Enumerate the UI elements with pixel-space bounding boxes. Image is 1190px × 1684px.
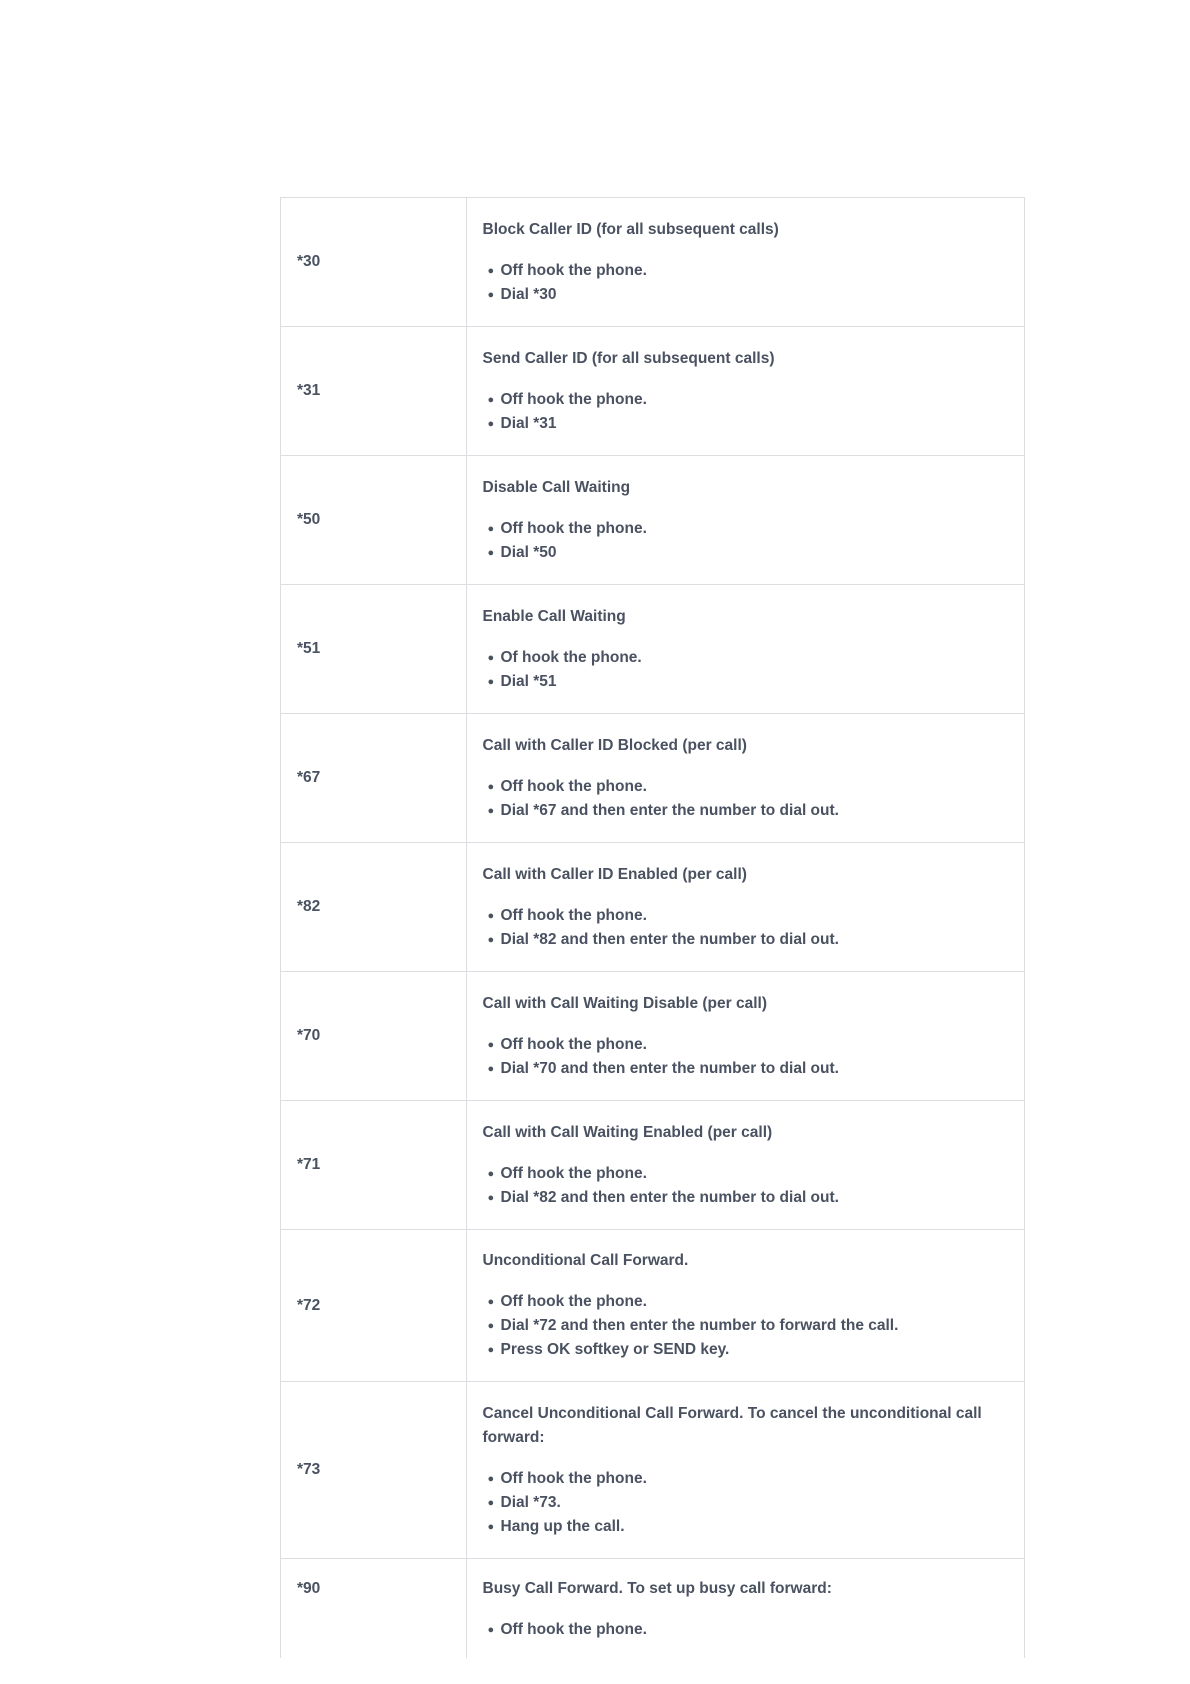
step-text: Dial *72 and then enter the number to forward the call. [500, 1317, 899, 1334]
feature-code: *70 [281, 972, 466, 1101]
table-row [281, 456, 1024, 585]
step-text: Off hook the phone. [500, 1621, 647, 1638]
step-text: Off hook the phone. [500, 777, 647, 795]
bullet-icon: ● [487, 522, 495, 535]
bullet-icon: ● [487, 264, 495, 277]
feature-description [466, 714, 1024, 843]
step-text: Off hook the phone. [500, 1035, 647, 1053]
step-item [488, 799, 1009, 823]
feature-title: Disable Call Waiting [482, 478, 631, 496]
step-item [488, 904, 1009, 928]
feature-code: *72 [281, 1230, 466, 1382]
feature-title: Call with Call Waiting Enabled (per call) [482, 1123, 773, 1141]
step-list [483, 517, 1009, 565]
feature-code: *30 [281, 198, 466, 327]
bullet-icon: ● [487, 780, 495, 793]
feature-code: *51 [281, 585, 466, 714]
feature-code: *67 [281, 714, 466, 843]
step-item [488, 1033, 1009, 1057]
table-row [281, 1559, 1024, 1659]
step-item [488, 259, 1009, 283]
bullet-icon: ● [487, 909, 495, 922]
step-item [488, 1290, 1009, 1314]
step-text: Off hook the phone. [500, 1164, 647, 1182]
step-item [488, 1338, 1009, 1362]
feature-code: *90 [281, 1559, 466, 1659]
bullet-icon: ● [487, 933, 495, 946]
bullet-icon: ● [487, 1062, 495, 1075]
feature-description [466, 1230, 1024, 1382]
step-item [488, 1467, 1009, 1491]
table-row [281, 585, 1024, 714]
bullet-icon: ● [487, 804, 495, 817]
table-row [281, 1382, 1024, 1559]
feature-title: Busy Call Forward. To set up busy call forward: [482, 1580, 832, 1597]
bullet-icon: ● [487, 1038, 495, 1051]
feature-title: Enable Call Waiting [482, 607, 626, 625]
bullet-icon: ● [487, 651, 495, 664]
step-text: Off hook the phone. [500, 261, 647, 279]
step-item [488, 1314, 1009, 1338]
feature-title: Unconditional Call Forward. [482, 1252, 689, 1269]
step-item [488, 388, 1009, 412]
step-list [483, 904, 1009, 952]
step-text: Off hook the phone. [500, 1293, 647, 1310]
step-text: Hang up the call. [500, 1517, 625, 1535]
step-text: Off hook the phone. [500, 1469, 647, 1487]
step-item [488, 670, 1009, 694]
feature-code: *50 [281, 456, 466, 585]
bullet-icon: ● [487, 288, 495, 301]
feature-description [466, 327, 1024, 456]
step-list [483, 775, 1009, 823]
feature-title: Cancel Unconditional Call Forward. To cancel the unconditional call forward: [482, 1404, 982, 1446]
feature-description [466, 843, 1024, 972]
step-list [483, 646, 1009, 694]
bullet-icon: ● [487, 1191, 495, 1204]
step-text: Dial *82 and then enter the number to dial out. [500, 1188, 839, 1206]
bullet-icon: ● [487, 1520, 495, 1533]
step-text: Dial *31 [500, 414, 557, 432]
bullet-icon: ● [487, 1624, 495, 1636]
step-text: Dial *50 [500, 543, 557, 561]
feature-codes-table [281, 197, 1024, 1658]
feature-title: Block Caller ID (for all subsequent calls) [482, 220, 779, 238]
step-item [488, 283, 1009, 307]
step-text: Dial *82 and then enter the number to dial out. [500, 930, 839, 948]
bullet-icon: ● [487, 675, 495, 688]
step-item [488, 1515, 1009, 1539]
bullet-icon: ● [487, 1344, 495, 1356]
bullet-icon: ● [487, 1296, 495, 1308]
step-item [488, 1162, 1009, 1186]
step-list [483, 1467, 1009, 1539]
step-item [488, 412, 1009, 436]
step-text: Of hook the phone. [500, 648, 642, 666]
feature-description [466, 1559, 1024, 1659]
step-list [483, 1033, 1009, 1081]
feature-title: Call with Caller ID Blocked (per call) [482, 736, 747, 754]
step-item [488, 517, 1009, 541]
feature-title: Call with Caller ID Enabled (per call) [482, 865, 747, 883]
step-list [483, 1618, 1009, 1642]
feature-description [466, 585, 1024, 714]
bullet-icon: ● [487, 1472, 495, 1485]
table-row [281, 972, 1024, 1101]
step-list [483, 259, 1009, 307]
feature-description [466, 456, 1024, 585]
step-list [483, 388, 1009, 436]
step-text: Off hook the phone. [500, 519, 647, 537]
feature-code: *73 [281, 1382, 466, 1559]
step-item [488, 1618, 1009, 1642]
bullet-icon: ● [487, 417, 495, 430]
step-item [488, 646, 1009, 670]
table-row [281, 327, 1024, 456]
feature-code: *71 [281, 1101, 466, 1230]
step-list [483, 1162, 1009, 1210]
feature-description [466, 1101, 1024, 1230]
step-text: Dial *51 [500, 672, 557, 690]
step-item [488, 1491, 1009, 1515]
step-text: Press OK softkey or SEND key. [500, 1341, 730, 1358]
feature-description [466, 1382, 1024, 1559]
bullet-icon: ● [487, 1496, 495, 1509]
table-row [281, 714, 1024, 843]
bullet-icon: ● [487, 546, 495, 559]
table-row [281, 1230, 1024, 1382]
feature-codes-table-wrapper [280, 197, 1025, 1658]
step-text: Dial *73. [500, 1493, 561, 1511]
step-list [483, 1290, 1009, 1362]
feature-code: *31 [281, 327, 466, 456]
feature-description [466, 198, 1024, 327]
feature-title: Call with Call Waiting Disable (per call) [482, 994, 768, 1012]
step-item [488, 1186, 1009, 1210]
table-row [281, 198, 1024, 327]
step-text: Dial *67 and then enter the number to dial out. [500, 801, 839, 819]
step-item [488, 1057, 1009, 1081]
table-row [281, 843, 1024, 972]
bullet-icon: ● [487, 393, 495, 406]
step-text: Off hook the phone. [500, 906, 647, 924]
step-item [488, 541, 1009, 565]
step-item [488, 775, 1009, 799]
feature-description [466, 972, 1024, 1101]
step-text: Dial *30 [500, 285, 557, 303]
step-item [488, 928, 1009, 952]
feature-title: Send Caller ID (for all subsequent calls) [482, 349, 775, 367]
bullet-icon: ● [487, 1167, 495, 1180]
step-text: Off hook the phone. [500, 390, 647, 408]
table-row [281, 1101, 1024, 1230]
bullet-icon: ● [487, 1320, 495, 1332]
step-text: Dial *70 and then enter the number to dial out. [500, 1059, 839, 1077]
feature-code: *82 [281, 843, 466, 972]
